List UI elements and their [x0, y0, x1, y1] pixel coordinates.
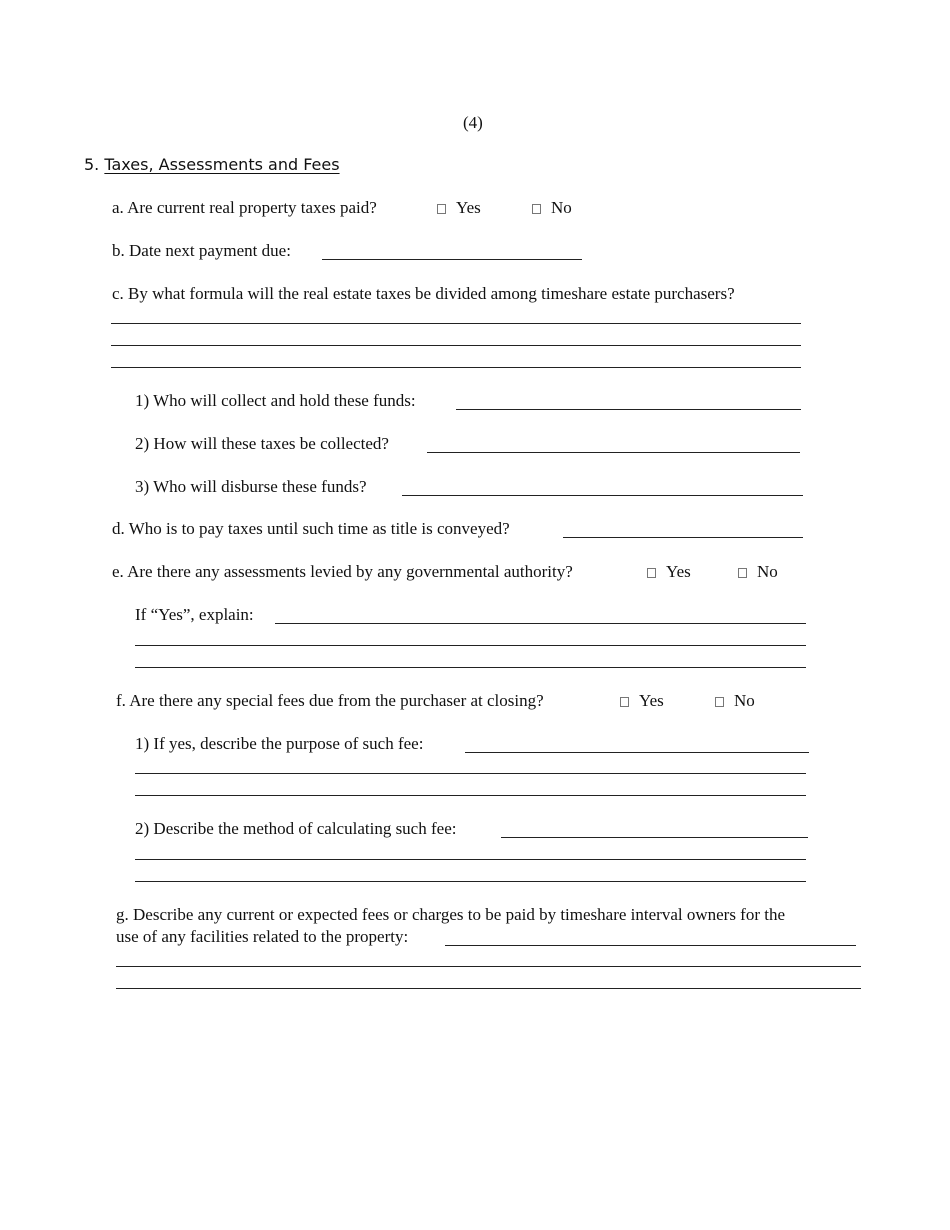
checkbox-icon[interactable]: [532, 204, 541, 214]
formula-answer-line[interactable]: [111, 367, 801, 368]
fee-method-line[interactable]: [135, 859, 806, 860]
checkbox-icon[interactable]: [715, 697, 724, 707]
disburse-funds-field[interactable]: [402, 495, 803, 496]
fee-purpose-line[interactable]: [135, 773, 806, 774]
assessment-explain-line[interactable]: [135, 645, 806, 646]
yes-label: Yes: [456, 198, 481, 217]
assessment-explain-line[interactable]: [135, 667, 806, 668]
facility-fees-line[interactable]: [116, 966, 861, 967]
collect-funds-field[interactable]: [456, 409, 801, 410]
date-next-payment-field[interactable]: [322, 259, 582, 260]
question-e-explain: If “Yes”, explain:: [135, 605, 254, 624]
question-e-no-option[interactable]: [738, 562, 778, 582]
question-g-line1: g. Describe any current or expected fees or charges to be paid by timeshare interval owners for the: [116, 905, 786, 924]
section-number: 5.: [84, 155, 100, 174]
question-f: f. Are there any special fees due from the purchaser at closing?: [116, 691, 544, 710]
taxes-collected-field[interactable]: [427, 452, 800, 453]
fee-method-field[interactable]: [501, 837, 808, 838]
yes-label: Yes: [666, 562, 691, 581]
pay-taxes-field[interactable]: [563, 537, 803, 538]
question-b: b. Date next payment due:: [112, 241, 291, 260]
question-a-no-option[interactable]: [532, 198, 572, 218]
section-title: Taxes, Assessments and Fees: [104, 155, 340, 174]
question-a: a. Are current real property taxes paid?: [112, 198, 377, 217]
question-f-no-option[interactable]: [715, 691, 755, 711]
question-e-yes-option[interactable]: [647, 562, 691, 582]
yes-label: Yes: [639, 691, 664, 710]
section-heading: [84, 155, 340, 175]
fee-purpose-line[interactable]: [135, 795, 806, 796]
formula-answer-line[interactable]: [111, 345, 801, 346]
checkbox-icon[interactable]: [647, 568, 656, 578]
facility-fees-field[interactable]: [445, 945, 856, 946]
question-e: e. Are there any assessments levied by any governmental authority?: [112, 562, 573, 581]
question-c: c. By what formula will the real estate taxes be divided among timeshare estate purchasers?: [112, 284, 735, 303]
question-c2: 2) How will these taxes be collected?: [135, 434, 389, 453]
checkbox-icon[interactable]: [620, 697, 629, 707]
question-g-line2: use of any facilities related to the property:: [116, 927, 409, 946]
checkbox-icon[interactable]: [738, 568, 747, 578]
question-f2: 2) Describe the method of calculating such fee:: [135, 819, 457, 838]
formula-answer-line[interactable]: [111, 323, 801, 324]
question-d: d. Who is to pay taxes until such time as title is conveyed?: [112, 519, 510, 538]
page-number: (4): [463, 113, 483, 132]
no-label: No: [757, 562, 778, 581]
checkbox-icon[interactable]: [437, 204, 446, 214]
question-f1: 1) If yes, describe the purpose of such fee:: [135, 734, 424, 753]
question-c3: 3) Who will disburse these funds?: [135, 477, 367, 496]
question-a-yes-option[interactable]: [437, 198, 481, 218]
no-label: No: [551, 198, 572, 217]
question-c1: 1) Who will collect and hold these funds:: [135, 391, 416, 410]
no-label: No: [734, 691, 755, 710]
fee-purpose-field[interactable]: [465, 752, 809, 753]
assessment-explain-field[interactable]: [275, 623, 806, 624]
fee-method-line[interactable]: [135, 881, 806, 882]
question-f-yes-option[interactable]: [620, 691, 664, 711]
facility-fees-line[interactable]: [116, 988, 861, 989]
